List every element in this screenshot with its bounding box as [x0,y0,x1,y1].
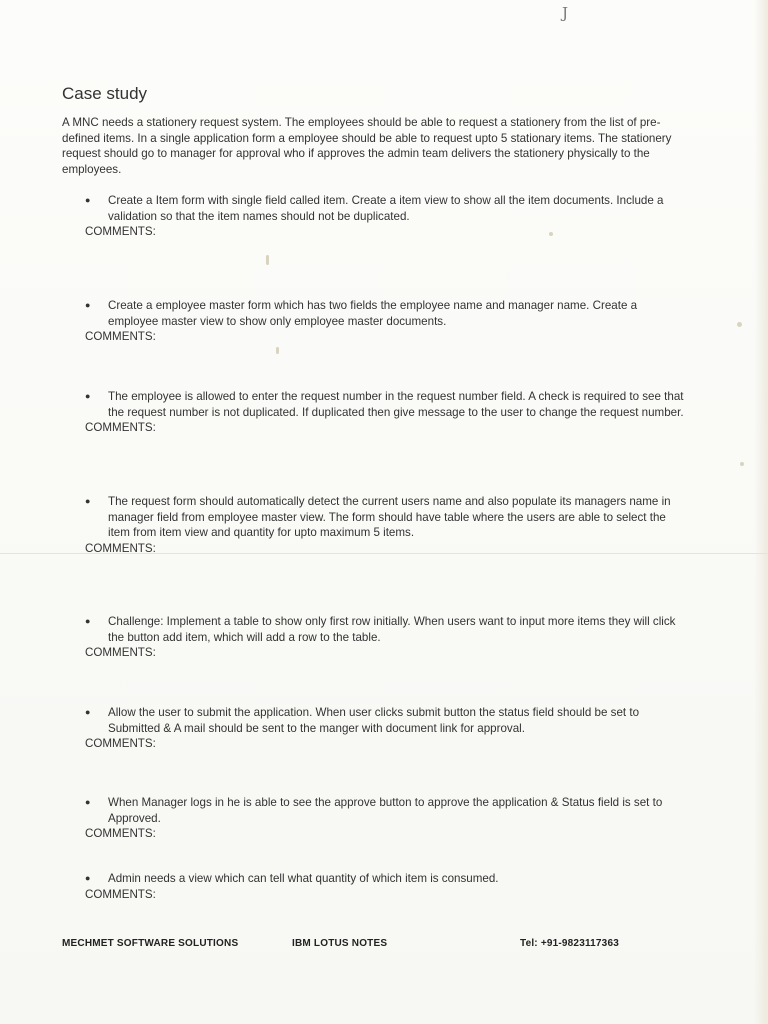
paper-speck [266,255,269,265]
bullet-icon: ● [85,797,91,807]
footer-company: MECHMET SOFTWARE SOLUTIONS [62,938,239,949]
bullet-icon: ● [85,616,91,626]
comments-label: COMMENTS: [85,225,156,238]
requirement-item-2 [85,298,685,344]
requirement-text: The request form should automatically detect the current users name and also populate its managers name in manager field from employee master view. The form should have table where the users are able to select the item from item view and quantity for upto maximum 5 items. [108,495,671,539]
bullet-row [85,494,685,541]
bullet-icon: ● [85,496,91,506]
paper-speck [740,462,744,466]
bullet-icon: ● [85,707,91,717]
comments-label: COMMENTS: [85,646,156,659]
requirement-item-8 [85,871,685,902]
handwritten-mark: J [562,4,569,22]
requirement-item-4 [85,494,685,556]
requirement-text: The employee is allowed to enter the request number in the request number field. A check is required to see that the request number is not duplicated. If duplicated then give message to the user to change the request number. [108,390,684,419]
requirement-text: Challenge: Implement a table to show only first row initially. When users want to input more items they will click the button add item, which will add a row to the table. [108,615,676,644]
footer-phone: Tel: +91-9823117363 [520,938,619,949]
comments-label: COMMENTS: [85,887,156,901]
page-edge-shadow [754,0,768,1024]
comments-label: COMMENTS: [85,827,156,840]
page-title: Case study [62,84,148,103]
requirement-item-6 [85,705,685,751]
paper-speck [737,322,742,327]
requirement-item-7 [85,795,685,841]
bullet-row [85,389,685,420]
requirement-text: Admin needs a view which can tell what quantity of which item is consumed. [108,872,499,885]
footer-product: IBM LOTUS NOTES [292,938,388,949]
bullet-row [85,298,685,329]
requirement-item-3 [85,389,685,435]
bullet-icon: ● [85,873,91,883]
comments-label: COMMENTS: [85,330,156,343]
requirement-item-1 [85,193,685,239]
bullet-icon: ● [85,391,91,401]
intro-paragraph: A MNC needs a stationery request system. The employees should be able to request a stationery from the list of pre-defined items. In a single application form a employee should be able to request upto 5 stationary items. The stationery request should go to manager for approval who if approves the admin team delivers the stationery physically to the employees. [62,116,672,176]
requirement-text: Create a Item form with single field called item. Create a item view to show all the item documents. Include a validation so that the item names should not be duplicated. [108,194,664,223]
comments-label: COMMENTS: [85,421,156,434]
requirement-text: When Manager logs in he is able to see the approve button to approve the application & Status field is set to Approved. [108,796,663,825]
requirement-text: Create a employee master form which has two fields the employee name and manager name. Create a employee master view to show only employee master documents. [108,299,638,328]
bullet-row [85,705,685,736]
paper-speck [276,347,279,354]
comments-label: COMMENTS: [85,541,156,555]
requirement-text: Allow the user to submit the application. When user clicks submit button the status field should be set to Submitted & A mail should be sent to the manger with document link for approval. [108,706,640,735]
bullet-row [85,193,685,224]
bullet-icon: ● [85,195,91,205]
requirement-item-5 [85,614,685,660]
comments-label: COMMENTS: [85,737,156,750]
bullet-row [85,795,685,826]
bullet-row [85,871,685,887]
bullet-row [85,614,685,645]
bullet-icon: ● [85,300,91,310]
